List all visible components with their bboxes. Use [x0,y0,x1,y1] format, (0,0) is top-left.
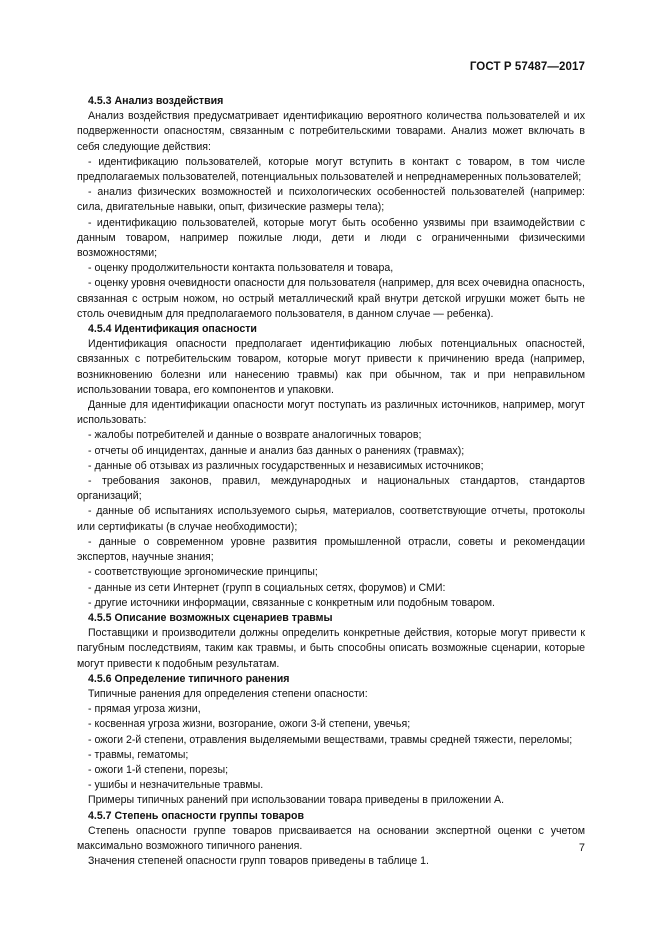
section-heading-4-5-6: 4.5.6 Определение типичного ранения [88,672,290,685]
paragraph: Значения степеней опасности групп товаров приведены в таблице 1. [88,855,429,868]
paragraph: Идентификация опасности предполагает идентификацию любых потенциальных опасностей, связанных с потребительским товаром, которые могут привести к причинению вреда (например, возникновению болезни или нанесению травмы) как при обычном, так и при неправильном использовании товара, его компонентов и упаковки. [77,338,585,396]
list-item: - идентификацию пользователей, которые могут быть особенно уязвимы при взаимодействии с данным товаром, например пожилые люди, дети и люди с ограниченными физическими возможностями; [77,216,585,260]
section-heading-4-5-3: 4.5.3 Анализ воздействия [88,95,224,107]
paragraph: Поставщики и производители должны определить конкретные действия, которые могут привести к пагубным последствиям, таким как травмы, и быть способны описать возможные сценарии, которые могут привести к подобным результатам. [77,627,585,670]
list-item: - требования законов, правил, международных и национальных стандартов, стандартов организаций; [77,475,585,503]
paragraph: Типичные ранения для определения степени опасности: [88,687,368,700]
document-code: ГОСТ Р 57487—2017 [469,61,585,73]
list-item: - ожоги 2-й степени, отравления выделяемыми веществами, травмы средней тяжести, переломы; [88,733,573,746]
paragraph: Анализ воздействия предусматривает идентификацию вероятного количества пользователей и их подверженности опасностям, связанным с потребительскими товарами. Анализ может включать в себя следующие действия: [77,110,585,153]
paragraph: Примеры типичных ранений при использовании товара приведены в приложении А. [88,794,505,807]
list-item: - данные об испытаниях используемого сырья, материалов, соответствующие отчеты, протоколы или сертификаты (в случае необходимости); [77,505,585,533]
list-item: - косвенная угроза жизни, возгорание, ожоги 3-й степени, увечья; [88,718,411,731]
section-heading-4-5-4: 4.5.4 Идентификация опасности [88,323,257,336]
list-item: - ожоги 1-й степени, порезы; [88,763,229,776]
paragraph: Степень опасности группе товаров присваивается на основании экспертной оценки с учетом максимально возможного типичного ранения. [77,824,585,852]
list-item: - оценку продолжительности контакта пользователя и товара, [88,262,394,275]
list-item: - данные о современном уровне развития промышленной отрасли, советы и рекомендации экспертов, научные знания; [77,535,585,564]
list-item: - ушибы и незначительные травмы. [88,779,264,792]
section-heading-4-5-5: 4.5.5 Описание возможных сценариев травмы [88,611,333,624]
page-number: 7 [578,842,585,854]
list-item: - данные из сети Интернет (групп в социальных сетях, форумов) и СМИ: [88,581,446,594]
list-item: - соответствующие эргономические принципы; [88,566,318,579]
list-item: - анализ физических возможностей и психологических особенностей пользователей (например: сила, двигательные навыки, опыт, физические размеры тела); [77,186,585,214]
list-item: - данные об отзывах из различных государственных и независимых источников; [88,459,484,472]
paragraph: Данные для идентификации опасности могут поступать из различных источников, например, могут использовать: [77,399,585,427]
list-item: - прямая угроза жизни, [88,703,201,716]
section-heading-4-5-7: 4.5.7 Степень опасности группы товаров [88,809,304,822]
list-item: - другие источники информации, связанные с конкретным или подобным товаром. [88,596,495,609]
list-item: - травмы, гематомы; [88,748,189,761]
list-item: - оценку уровня очевидности опасности для пользователя (например, для всех очевидна опасность, связанная с острым ножом, но острый металлический край внутри детской игрушки может быть не столь очевидным для предполагаемого пользователя, в данном случае — ребенка). [77,277,585,320]
list-item: - идентификацию пользователей, которые могут вступить в контакт с товаром, в том числе предполагаемых пользователей, потенциальных пользователей и непреднамеренных пользователей; [77,155,585,184]
list-item: - жалобы потребителей и данные о возврате аналогичных товаров; [88,429,422,442]
document-body [77,94,585,869]
list-item: - отчеты об инцидентах, данные и анализ баз данных о ранениях (травмах); [88,444,465,457]
